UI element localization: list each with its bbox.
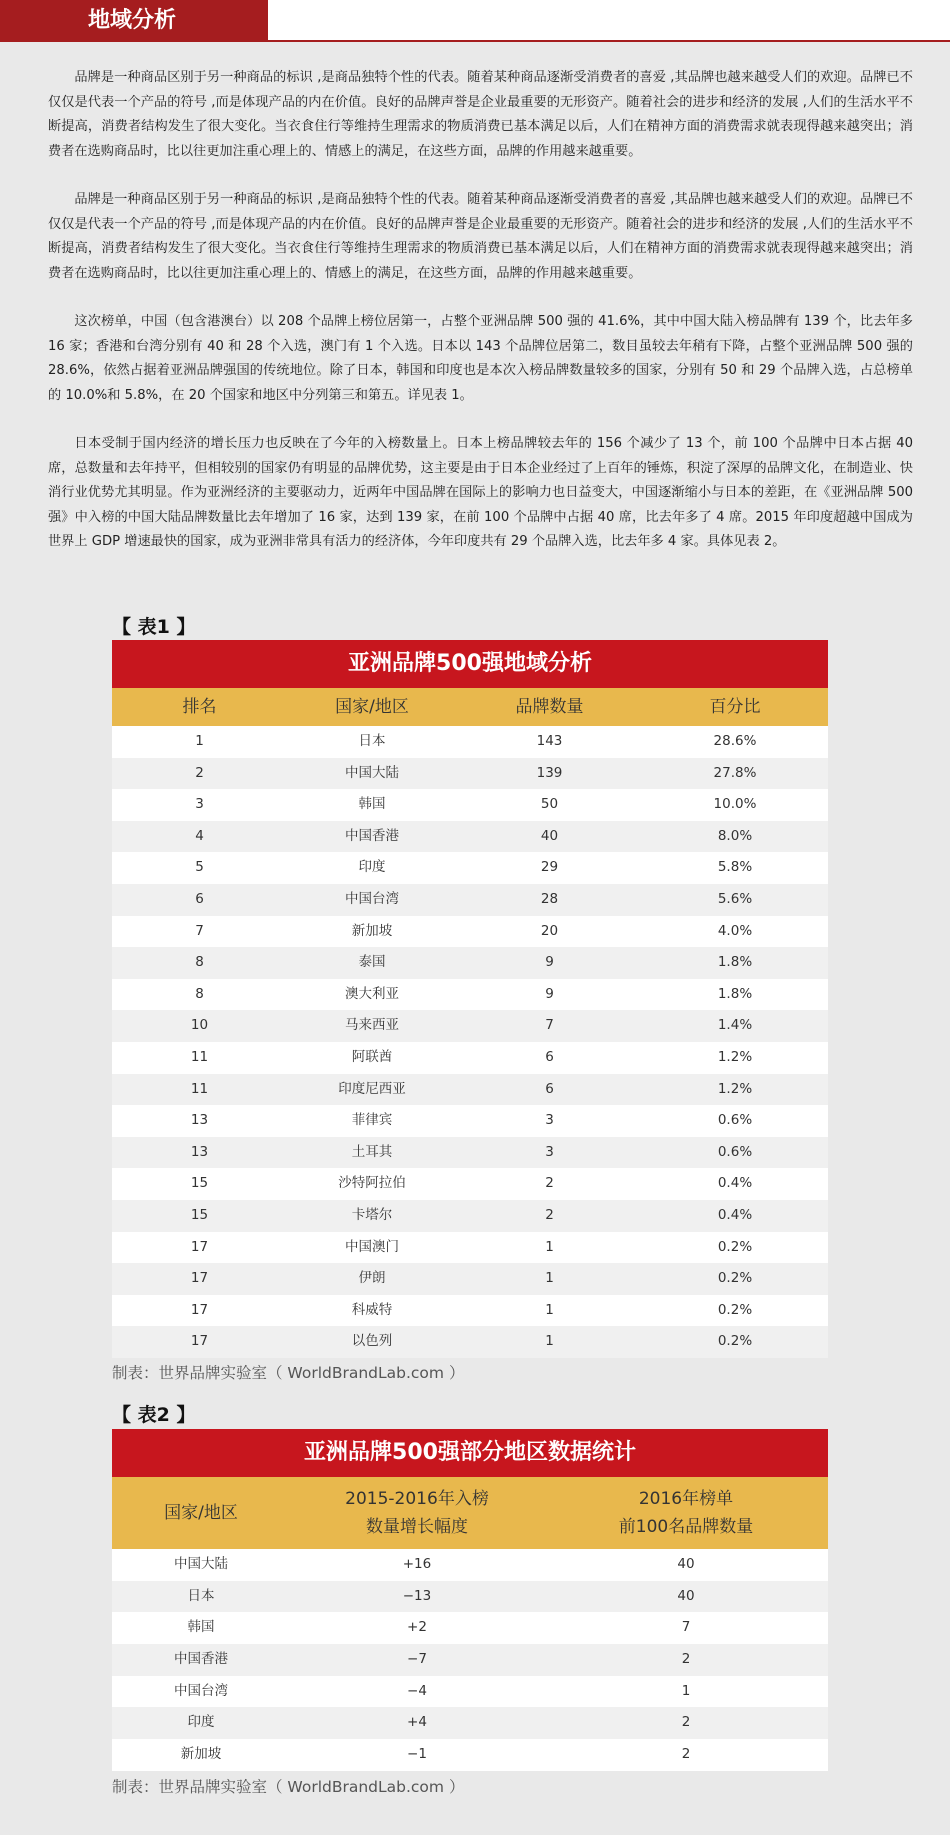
- brand-count-cell: 2: [545, 1175, 554, 1192]
- region-cell: 印度: [187, 1714, 215, 1731]
- percent-cell: 0.4%: [717, 1175, 753, 1192]
- region-cell: 马来西亚: [345, 1017, 399, 1034]
- paragraph-3: 这次榜单，中国（包含港澳台）以 208 个品牌上榜位居第一，占整个亚洲品牌 500 强的 41.6%，其中中国大陆入榜品牌有 139 个，比去年多 16 家；香港和台湾分别有 40 和 28 个入选，澳门有 1 个入选。日本以 143 个品牌位居第二，数目虽较去年稍有下降，占整个亚洲品牌 500 强的 28.6%，依然占据着亚洲品牌强国的传统地位。除了日本，韩国和印度也是本次入榜品牌数量较多的国家，分别有 50 和 29 个品牌入选，占总榜单的 10.0%和 5.8%，在 20 个国家和地区中分列第三和第五。详见表 1。: [48, 314, 913, 403]
- rank-cell: 15: [190, 1175, 209, 1192]
- table-row: [112, 1549, 828, 1581]
- brand-count-cell: 40: [540, 827, 559, 844]
- table-row: [112, 1644, 828, 1676]
- table-row: [112, 1010, 828, 1042]
- brand-count-cell: 9: [545, 985, 554, 1002]
- growth-cell: −4: [407, 1682, 427, 1699]
- percent-cell: 27.8%: [713, 764, 757, 781]
- table-row: [112, 1707, 828, 1739]
- region-cell: 印度尼西亚: [338, 1080, 406, 1097]
- table-row: [112, 947, 828, 979]
- growth-cell: +4: [407, 1714, 427, 1731]
- percent-cell: 5.8%: [717, 859, 753, 876]
- brand-count-cell: 3: [545, 1112, 554, 1129]
- region-cell: 中国香港: [345, 827, 399, 844]
- percent-cell: 1.8%: [717, 954, 753, 971]
- table1-header-count: 品牌数量: [515, 697, 584, 717]
- rank-cell: 1: [195, 733, 204, 749]
- percent-cell: 1.8%: [717, 985, 753, 1002]
- region-cell: 澳大利亚: [345, 985, 399, 1002]
- top100-count-cell: 7: [681, 1619, 691, 1636]
- brand-count-cell: 1: [545, 1238, 554, 1255]
- percent-cell: 1.4%: [717, 1017, 753, 1034]
- growth-cell: −7: [407, 1651, 427, 1668]
- top100-count-cell: 2: [681, 1651, 691, 1668]
- region-cell: 韩国: [358, 796, 386, 813]
- rank-cell: 7: [195, 922, 204, 939]
- top100-count-cell: 40: [677, 1587, 695, 1604]
- brand-count-cell: 143: [536, 733, 563, 749]
- table-row: [112, 1105, 828, 1137]
- percent-cell: 0.2%: [717, 1270, 753, 1287]
- table-row: [112, 979, 828, 1011]
- table-row: [112, 1263, 828, 1295]
- rank-cell: 5: [195, 859, 204, 876]
- rank-cell: 4: [195, 827, 204, 844]
- table-row: [112, 1581, 828, 1613]
- table-row: [112, 852, 828, 884]
- percent-cell: 4.0%: [717, 922, 753, 939]
- table2-header-growth-line1: 2015-2016年入榜: [345, 1489, 489, 1509]
- rank-cell: 11: [190, 1080, 209, 1097]
- brand-count-cell: 1: [545, 1270, 554, 1287]
- region-cell: 以色列: [351, 1333, 393, 1350]
- paragraph-4: 日本受制于国内经济的增长压力也反映在了今年的入榜数量上。日本上榜品牌较去年的 156 个减少了 13 个，前 100 个品牌中日本占据 40 席，总数量和去年持平，但相较别的国家仍有明显的品牌优势，这主要是由于日本企业经过了上百年的锤炼，积淀了深厚的品牌文化，在制造业、快消行业优势尤其明显。作为亚洲经济的主要驱动力，近两年中国品牌在国际上的影响力也日益变大，中国逐渐缩小与日本的差距，在《亚洲品牌 500 强》中入榜的中国大陆品牌数量比去年增加了 16 家，达到 139 家，在前 100 个品牌中占据 40 席，比去年多了 4 席。2015 年印度超越中国成为世界上 GDP 增速最快的国家，成为亚洲非常具有活力的经济体，今年印度共有 29 个品牌入选，比去年多 4 家。具体见表 2。: [48, 436, 913, 549]
- region-cell: 中国台湾: [345, 890, 399, 907]
- section-title: 地域分析: [0, 0, 268, 42]
- table1-body: [112, 726, 828, 1358]
- region-cell: 中国香港: [174, 1651, 228, 1668]
- region-cell: 日本: [358, 733, 386, 749]
- table-row: [112, 821, 828, 853]
- table-row: [112, 1074, 828, 1106]
- rank-cell: 17: [190, 1333, 209, 1350]
- table-row: [112, 1137, 828, 1169]
- region-cell: 中国澳门: [345, 1238, 399, 1255]
- table2-header-region-line1: 国家/地区: [164, 1503, 238, 1523]
- table1: [112, 640, 828, 1358]
- region-cell: 菲律宾: [351, 1112, 393, 1129]
- brand-count-cell: 6: [545, 1048, 554, 1065]
- brand-count-cell: 50: [540, 796, 559, 813]
- rank-cell: 13: [190, 1112, 209, 1129]
- brand-count-cell: 28: [540, 890, 559, 907]
- table2-body: [112, 1549, 828, 1771]
- brand-count-cell: 7: [545, 1017, 554, 1034]
- rank-cell: 8: [195, 954, 204, 971]
- growth-cell: −1: [407, 1746, 427, 1763]
- region-cell: 卡塔尔: [351, 1206, 393, 1223]
- table-row: [112, 1612, 828, 1644]
- brand-count-cell: 1: [545, 1333, 554, 1350]
- table-row: [112, 1326, 828, 1358]
- percent-cell: 0.6%: [717, 1143, 753, 1160]
- region-cell: 印度: [358, 859, 386, 876]
- rank-cell: 10: [190, 1017, 209, 1034]
- percent-cell: 0.4%: [717, 1206, 753, 1223]
- rank-cell: 17: [190, 1301, 209, 1318]
- table1-title: 亚洲品牌500强地域分析: [112, 640, 828, 688]
- top100-count-cell: 1: [681, 1682, 691, 1699]
- rank-cell: 15: [190, 1206, 209, 1223]
- percent-cell: 8.0%: [717, 827, 753, 844]
- table-row: [112, 1232, 828, 1264]
- table1-label: 【 表1 】: [112, 616, 196, 638]
- top100-count-cell: 2: [681, 1746, 691, 1763]
- paragraph-1: 品牌是一种商品区别于另一种商品的标识 ,是商品独特个性的代表。随着某种商品逐渐受消费者的喜爱 ,其品牌也越来越受人们的欢迎。品牌已不仅仅是代表一个产品的符号 ,而是体现产品的内在价值。良好的品牌声誉是企业最重要的无形资产。随着社会的进步和经济的发展 ,人们的生活水平不断提高，消费者结构发生了很大变化。当衣食住行等维持生理需求的物质消费已基本满足以后，人们在精神方面的消费需求就表现得越来越突出；消费者在选购商品时，比以往更加注重心理上的、情感上的满足，在这些方面，品牌的作用越来越重要。: [48, 70, 913, 159]
- table1-caption: 制表：世界品牌实验室（ WorldBrandLab.com ）: [112, 1364, 465, 1382]
- brand-count-cell: 1: [545, 1301, 554, 1318]
- region-cell: 中国台湾: [174, 1682, 228, 1699]
- brand-count-cell: 6: [545, 1080, 554, 1097]
- region-cell: 泰国: [358, 954, 386, 971]
- table2-header-region: [112, 1499, 290, 1527]
- percent-cell: 1.2%: [717, 1048, 753, 1065]
- brand-count-cell: 9: [545, 954, 554, 971]
- brand-count-cell: 20: [540, 922, 559, 939]
- table-row: [112, 1042, 828, 1074]
- percent-cell: 0.2%: [717, 1238, 753, 1255]
- region-cell: 科威特: [351, 1301, 393, 1318]
- region-cell: 中国大陆: [345, 764, 399, 781]
- region-cell: 中国大陆: [174, 1556, 228, 1572]
- table1-header-region: 国家/地区: [335, 697, 409, 717]
- region-cell: 韩国: [187, 1619, 215, 1636]
- header-divider: [0, 40, 950, 42]
- table2-header-growth-line2: 数量增长幅度: [366, 1517, 468, 1537]
- table1-header-percent: 百分比: [709, 697, 761, 717]
- table-row: [112, 1295, 828, 1327]
- top100-count-cell: 2: [681, 1714, 691, 1731]
- table2-header-top100: [544, 1485, 828, 1541]
- growth-cell: −13: [402, 1587, 432, 1604]
- table2-label: 【 表2 】: [112, 1404, 196, 1426]
- table-row: [112, 884, 828, 916]
- table1-header-row: [112, 688, 828, 726]
- percent-cell: 28.6%: [713, 733, 757, 749]
- rank-cell: 11: [190, 1048, 209, 1065]
- table-row: [112, 758, 828, 790]
- table-row: [112, 1739, 828, 1771]
- top100-count-cell: 40: [677, 1556, 695, 1572]
- rank-cell: 8: [195, 985, 204, 1002]
- brand-count-cell: 2: [545, 1206, 554, 1223]
- rank-cell: 13: [190, 1143, 209, 1160]
- region-cell: 伊朗: [358, 1270, 386, 1287]
- table2-caption: 制表：世界品牌实验室（ WorldBrandLab.com ）: [112, 1778, 465, 1796]
- table2: [112, 1429, 828, 1771]
- percent-cell: 0.6%: [717, 1112, 753, 1129]
- brand-count-cell: 29: [540, 859, 559, 876]
- region-cell: 日本: [187, 1587, 215, 1604]
- rank-cell: 17: [190, 1270, 209, 1287]
- percent-cell: 1.2%: [717, 1080, 753, 1097]
- percent-cell: 5.6%: [717, 890, 753, 907]
- percent-cell: 0.2%: [717, 1333, 753, 1350]
- rank-cell: 3: [195, 796, 204, 813]
- table-row: [112, 726, 828, 758]
- table-row: [112, 1168, 828, 1200]
- growth-cell: +16: [402, 1556, 432, 1572]
- table2-header-top100-line1: 2016年榜单: [638, 1489, 734, 1509]
- rank-cell: 6: [195, 890, 204, 907]
- rank-cell: 17: [190, 1238, 209, 1255]
- paragraph-2: 品牌是一种商品区别于另一种商品的标识 ,是商品独特个性的代表。随着某种商品逐渐受消费者的喜爱 ,其品牌也越来越受人们的欢迎。品牌已不仅仅是代表一个产品的符号 ,而是体现产品的内在价值。良好的品牌声誉是企业最重要的无形资产。随着社会的进步和经济的发展 ,人们的生活水平不断提高，消费者结构发生了很大变化。当衣食住行等维持生理需求的物质消费已基本满足以后，人们在精神方面的消费需求就表现得越来越突出；消费者在选购商品时，比以往更加注重心理上的、情感上的满足，在这些方面，品牌的作用越来越重要。: [48, 192, 913, 281]
- growth-cell: +2: [407, 1619, 427, 1636]
- table-row: [112, 1200, 828, 1232]
- table2-header-row: [112, 1477, 828, 1549]
- table-row: [112, 916, 828, 948]
- table2-title: 亚洲品牌500强部分地区数据统计: [112, 1429, 828, 1477]
- rank-cell: 2: [195, 764, 204, 781]
- percent-cell: 0.2%: [717, 1301, 753, 1318]
- table-row: [112, 1676, 828, 1708]
- table1-header-rank: 排名: [182, 697, 217, 717]
- table-row: [112, 789, 828, 821]
- percent-cell: 10.0%: [713, 796, 757, 813]
- region-cell: 阿联酋: [351, 1048, 393, 1065]
- region-cell: 土耳其: [351, 1143, 393, 1160]
- region-cell: 新加坡: [351, 922, 393, 939]
- region-cell: 沙特阿拉伯: [338, 1175, 406, 1192]
- table2-header-top100-line2: 前100名品牌数量: [618, 1517, 754, 1537]
- article-body: [48, 66, 913, 579]
- table2-header-growth: [290, 1485, 544, 1541]
- brand-count-cell: 3: [545, 1143, 554, 1160]
- region-cell: 新加坡: [180, 1746, 222, 1763]
- brand-count-cell: 139: [536, 764, 563, 781]
